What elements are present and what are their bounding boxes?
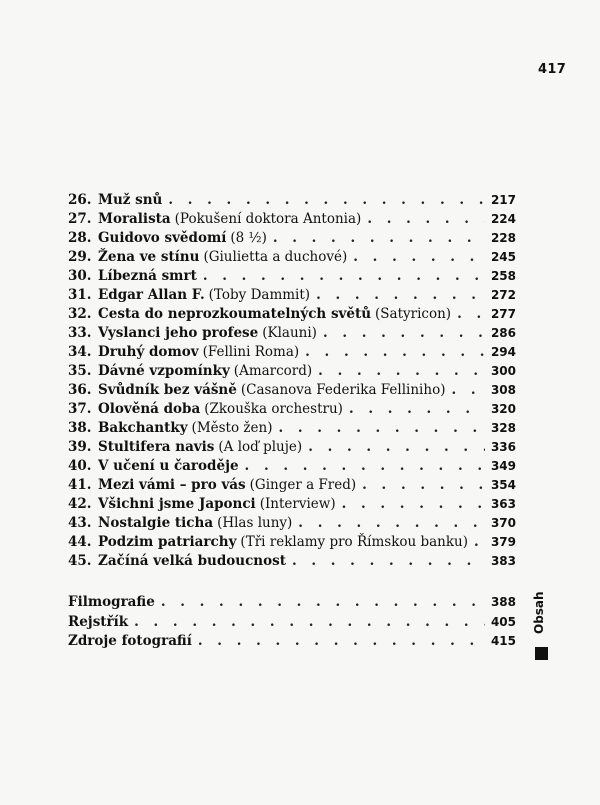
toc-entry [68,211,516,230]
entry-title: Líbezná smrt [98,268,197,284]
dot-leader [305,344,485,360]
entry-subtitle: (Interview) [259,496,336,512]
entry-title: Stultifera navis [98,439,215,455]
entry-page: 370 [490,516,516,530]
toc-entry [68,306,516,325]
dot-leader [292,553,485,569]
toc-entry [68,382,516,401]
toc-entry [68,192,516,211]
toc-entry [68,534,516,553]
toc-entry [68,249,516,268]
appendix-page: 388 [490,595,516,609]
toc-entry [68,325,516,344]
entry-subtitle: (Hlas luny) [217,515,293,531]
entry-subtitle: (Amarcord) [233,363,313,379]
dot-leader [168,192,485,208]
entry-title: Guidovo svědomí [98,230,227,246]
entry-number: 30. [68,268,92,284]
entry-title: Dávné vzpomínky [98,363,230,379]
entry-page: 277 [490,307,516,321]
entry-title: Muž snů [98,192,163,208]
dot-leader [308,439,485,455]
entry-title: Podzim patriarchy [98,534,237,550]
appendix-title: Zdroje fotografií [68,633,192,649]
appendix-entry [68,633,516,653]
entry-page: 336 [490,440,516,454]
entry-page: 258 [490,269,516,283]
entry-page: 286 [490,326,516,340]
dot-leader [278,420,484,436]
entry-title: Nostalgie ticha [98,515,214,531]
entry-number: 43. [68,515,92,531]
entry-page: 328 [490,421,516,435]
entry-subtitle: (Ginger a Fred) [249,477,357,493]
toc-entry [68,287,516,306]
entry-page: 349 [490,459,516,473]
entry-page: 320 [490,402,516,416]
entry-title: Moralista [98,211,171,227]
dot-leader [316,287,485,303]
entry-subtitle: (8 ½) [230,230,267,246]
appendix-list [68,594,516,653]
toc-entry [68,477,516,496]
entry-subtitle: (Casanova Federika Felliniho) [240,382,446,398]
toc-entry [68,344,516,363]
entry-page: 354 [490,478,516,492]
entry-title: Začíná velká budoucnost [98,553,286,569]
entry-page: 308 [490,383,516,397]
dot-leader [474,534,485,550]
dot-leader [245,458,485,474]
entry-page: 379 [490,535,516,549]
entry-title: Druhý domov [98,344,199,360]
entry-page: 272 [490,288,516,302]
entry-subtitle: (Toby Dammit) [208,287,311,303]
entry-page: 228 [490,231,516,245]
toc-entry [68,268,516,287]
entry-title: Mezi vámi – pro vás [98,477,246,493]
entry-number: 40. [68,458,92,474]
entry-number: 44. [68,534,92,550]
entry-page: 300 [490,364,516,378]
toc-entry [68,553,516,572]
entry-subtitle: (Pokušení doktora Antonia) [174,211,362,227]
entry-number: 28. [68,230,92,246]
entry-title: V učení u čaroděje [98,458,239,474]
entry-number: 36. [68,382,92,398]
toc-entry [68,458,516,477]
entry-page: 294 [490,345,516,359]
dot-leader [161,594,485,610]
toc-entry [68,496,516,515]
dot-leader [353,249,485,265]
section-marker-square [535,647,548,660]
table-of-contents [68,192,516,572]
entry-title: Bakchantky [98,420,188,436]
entry-page: 224 [490,212,516,226]
entry-number: 31. [68,287,92,303]
dot-leader [349,401,485,417]
page-number: 417 [538,62,567,77]
dot-leader [451,382,484,398]
entry-number: 45. [68,553,92,569]
entry-subtitle: (Giulietta a duchové) [203,249,348,265]
entry-subtitle: (A loď pluje) [218,439,303,455]
entry-subtitle: (Klauni) [262,325,317,341]
entry-title: Vyslanci jeho profese [98,325,259,341]
toc-entry [68,439,516,458]
entry-subtitle: (Satyricon) [375,306,452,322]
toc-entry [68,420,516,439]
entry-title: Svůdník bez vášně [98,382,237,398]
entry-number: 38. [68,420,92,436]
entry-number: 35. [68,363,92,379]
appendix-entry [68,594,516,614]
entry-number: 29. [68,249,92,265]
entry-subtitle: (Tři reklamy pro Římskou banku) [240,534,469,550]
dot-leader [318,363,485,379]
entry-subtitle: (Zkouška orchestru) [204,401,343,417]
dot-leader [298,515,485,531]
toc-entry [68,363,516,382]
toc-entry [68,230,516,249]
dot-leader [457,306,485,322]
entry-page: 217 [490,193,516,207]
entry-number: 41. [68,477,92,493]
entry-subtitle: (Město žen) [191,420,273,436]
dot-leader [273,230,485,246]
appendix-title: Rejstřík [68,613,129,630]
appendix-page: 405 [490,614,516,629]
entry-number: 34. [68,344,92,360]
entry-page: 363 [490,497,516,511]
entry-number: 33. [68,325,92,341]
entry-number: 26. [68,192,92,208]
entry-title: Žena ve stínu [98,249,200,265]
toc-entry [68,401,516,420]
entry-number: 42. [68,496,92,512]
entry-number: 27. [68,211,92,227]
entry-title: Edgar Allan F. [98,287,205,303]
entry-number: 32. [68,306,92,322]
dot-leader [342,496,485,512]
dot-leader [134,614,485,630]
dot-leader [198,633,485,649]
dot-leader [362,477,485,493]
entry-number: 37. [68,401,92,417]
dot-leader [203,268,485,284]
entry-title: Cesta do neprozkoumatelných světů [98,306,372,322]
section-tab [532,590,552,670]
dot-leader [367,211,485,227]
entry-title: Všichni jsme Japonci [98,496,256,512]
dot-leader [323,325,485,341]
toc-entry [68,515,516,534]
entry-page: 383 [490,554,516,568]
section-tab-label: Obsah [532,591,546,635]
appendix-page: 415 [490,634,516,648]
entry-title: Olověná doba [98,401,201,417]
entry-subtitle: (Fellini Roma) [202,344,300,360]
entry-number: 39. [68,439,92,455]
appendix-title: Filmografie [68,594,155,610]
entry-page: 245 [490,250,516,264]
appendix-entry [68,614,516,634]
